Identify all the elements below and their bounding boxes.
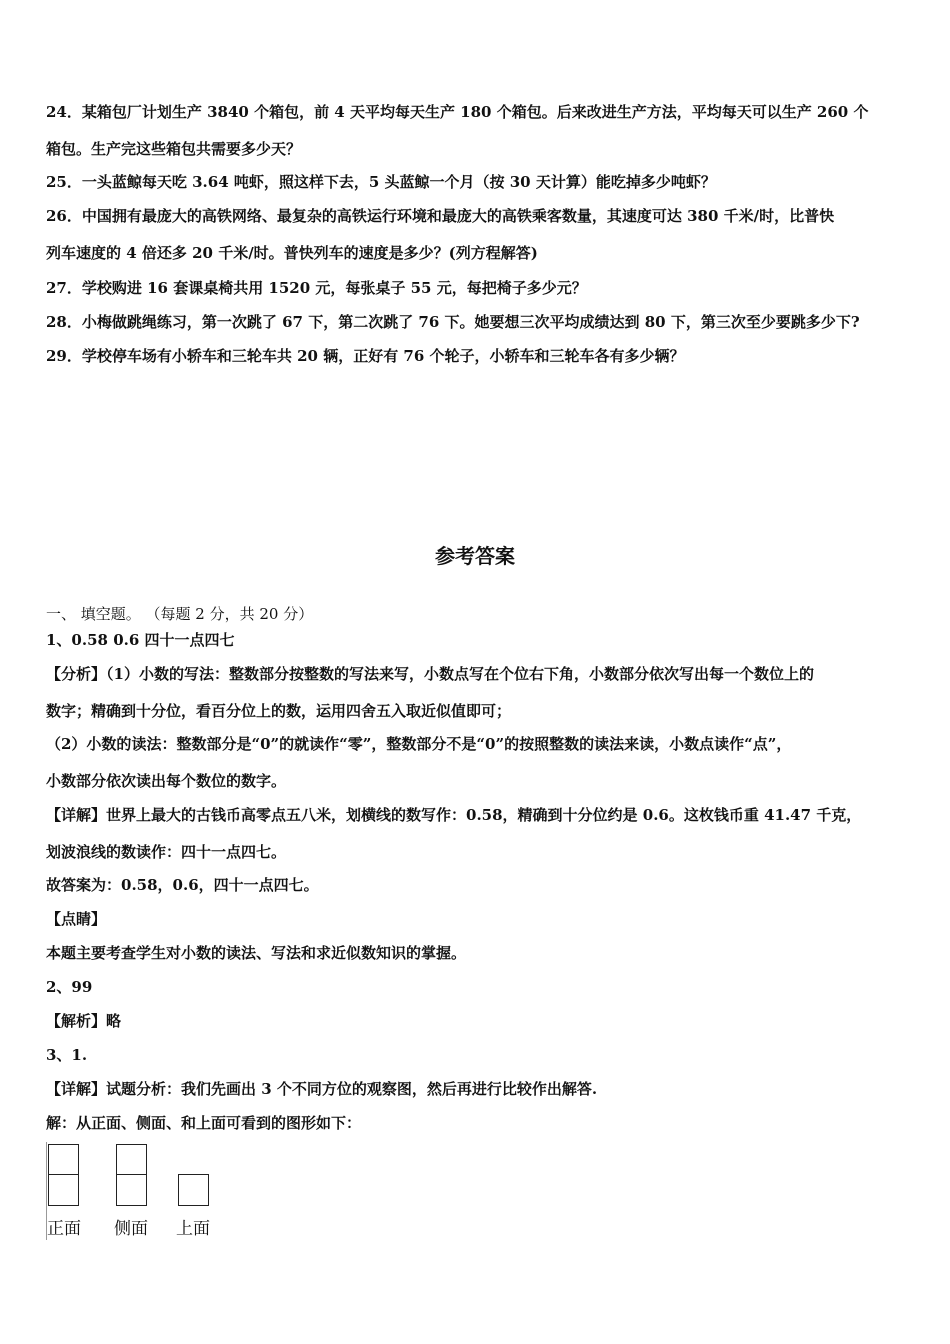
answer-1-detail-1: 【详解】世界上最大的古钱币高零点五八米，划横线的数写作：0.58，精确到十分位约是 0.6。这枚钱币重 41.47 千克， (46, 806, 862, 824)
answer-2-head: 2、99 (46, 978, 93, 996)
answer-1-analysis-1: 【分析】（1）小数的写法：整数部分按整数的写法来写，小数点写在个位右下角，小数部分依次写出每一个数位上的 (46, 665, 814, 683)
answer-1-comment: 本题主要考查学生对小数的读法、写法和求近似数知识的掌握。 (46, 944, 467, 962)
question-25: 25．一头蓝鲸每天吃 3.64 吨虾，照这样下去，5 头蓝鲸一个月（按 30 天计算）能吃掉多少吨虾？ (46, 173, 716, 191)
side-view-bottom-square (116, 1174, 147, 1206)
answer-1-analysis-3: （2）小数的读法：整数部分是“0”的就读作“零”，整数部分不是“0”的按照整数的读法来读，小数点读作“点”， (46, 735, 792, 753)
question-26-line2: 列车速度的 4 倍还多 20 千米/时。普快列车的速度是多少？(列方程解答) (46, 244, 538, 262)
side-view-label: 侧面 (114, 1219, 148, 1239)
section-heading: 一、 填空题。 （每题 2 分，共 20 分） (46, 605, 314, 623)
answer-3-detail: 【详解】试题分析：我们先画出 3 个不同方位的观察图，然后再进行比较作出解答. (46, 1080, 598, 1098)
answer-3-head: 3、1. (46, 1046, 88, 1064)
question-29: 29．学校停车场有小轿车和三轮车共 20 辆，正好有 76 个轮子，小轿车和三轮车各有多少辆？ (46, 347, 685, 365)
top-view-label: 上面 (176, 1219, 210, 1239)
answer-title: 参考答案 (435, 544, 515, 568)
answer-1-head: 1、0.58 0.6 四十一点四七 (46, 631, 235, 649)
side-view-top-square (116, 1144, 147, 1176)
views-figure (44, 1140, 244, 1240)
question-26-line1: 26．中国拥有最庞大的高铁网络、最复杂的高铁运行环境和最庞大的高铁乘客数量，其速度可达 380 千米/时，比普快 (46, 207, 835, 225)
front-view-label: 正面 (47, 1219, 81, 1239)
question-24-line2: 箱包。生产完这些箱包共需要多少天？ (46, 140, 302, 158)
front-view-bottom-square (48, 1174, 79, 1206)
question-28: 28．小梅做跳绳练习，第一次跳了 67 下，第二次跳了 76 下。她要想三次平均成绩达到 80 下，第三次至少要跳多少下? (46, 313, 860, 331)
top-view-square (178, 1174, 209, 1206)
question-27: 27．学校购进 16 套课桌椅共用 1520 元，每张桌子 55 元，每把椅子多少元？ (46, 279, 587, 297)
answer-2-analysis: 【解析】略 (46, 1012, 122, 1030)
front-view-top-square (48, 1144, 79, 1176)
question-24-line1: 24．某箱包厂计划生产 3840 个箱包，前 4 天平均每天生产 180 个箱包。后来改进生产方法，平均每天可以生产 260 个 (46, 103, 869, 121)
answer-1-analysis-2: 数字；精确到十分位，看百分位上的数，运用四舍五入取近似值即可； (46, 702, 512, 720)
answer-3-solution: 解：从正面、侧面、和上面可看到的图形如下： (46, 1114, 362, 1132)
answer-1-analysis-4: 小数部分依次读出每个数位的数字。 (46, 772, 287, 790)
answer-1-answer: 故答案为：0.58，0.6，四十一点四七。 (46, 876, 319, 894)
answer-1-detail-2: 划波浪线的数读作：四十一点四七。 (46, 843, 287, 861)
answer-1-comment-label: 【点睛】 (46, 910, 107, 928)
